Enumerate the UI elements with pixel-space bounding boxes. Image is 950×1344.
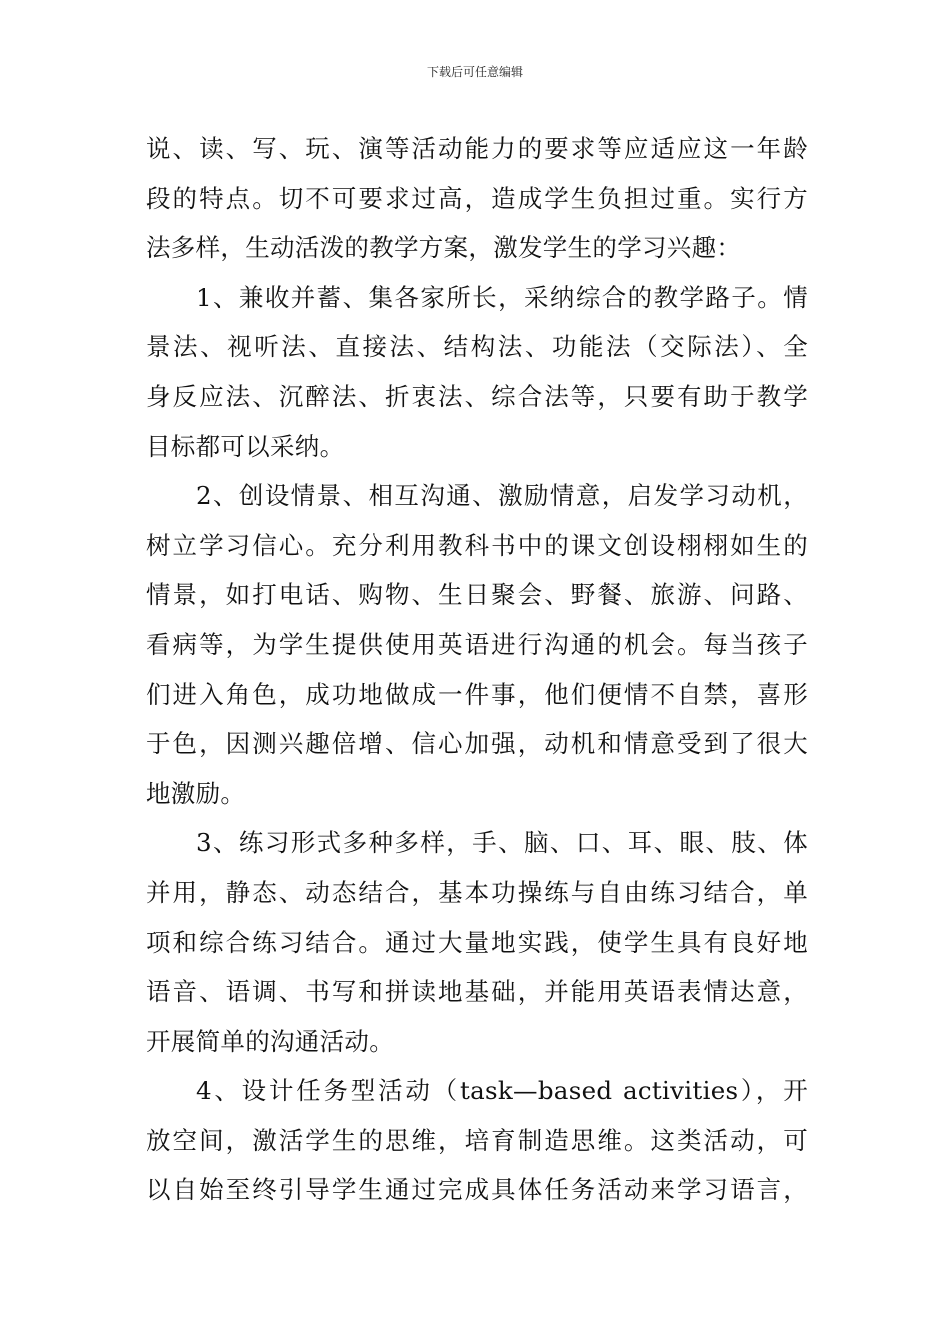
text-line: 法多样，生动活泼的教学方案，激发学生的学习兴趣： (146, 233, 742, 263)
text-line: 开展简单的沟通活动。 (146, 1026, 394, 1056)
text-line: 4、设计任务型活动（task—based activities），开 (196, 1076, 808, 1106)
text-line: 景法、视听法、直接法、结构法、功能法（交际法）、全 (146, 332, 808, 362)
text-line: 树立学习信心。充分利用教科书中的课文创设栩栩如生的 (146, 530, 808, 560)
text-line: 说、读、写、玩、演等活动能力的要求等应适应这一年龄 (146, 134, 808, 163)
text-line: 2、创设情景、相互沟通、激励情意，启发学习动机， (196, 481, 808, 511)
text-line: 语音、语调、书写和拼读地基础，并能用英语表情达意， (146, 977, 808, 1007)
body-text (146, 124, 808, 1215)
text-line: 以自始至终引导学生通过完成具体任务活动来学习语言， (146, 1175, 808, 1205)
text-line: 1、兼收并蓄、集各家所长，采纳综合的教学路子。情 (196, 282, 808, 312)
text-line: 于色，因测兴趣倍增、信心加强，动机和情意受到了很大 (146, 729, 808, 759)
text-line: 情景，如打电话、购物、生日聚会、野餐、旅游、问路、 (146, 580, 808, 610)
text-line: 项和综合练习结合。通过大量地实践，使学生具有良好地 (146, 927, 808, 957)
text-line: 地激励。 (146, 778, 246, 808)
text-line: 们进入角色，成功地做成一件事，他们便情不自禁，喜形 (146, 679, 808, 709)
text-line: 看病等，为学生提供使用英语进行沟通的机会。每当孩子 (146, 629, 808, 659)
page-header: 下载后可任意编辑 (426, 65, 523, 79)
text-line: 3、练习形式多种多样，手、脑、口、耳、眼、肢、体 (196, 828, 808, 858)
text-line: 目标都可以采纳。 (146, 431, 345, 461)
text-line: 并用，静态、动态结合，基本功操练与自由练习结合，单 (146, 877, 808, 907)
text-line: 身反应法、沉醉法、折衷法、综合法等，只要有助于教学 (146, 381, 808, 411)
text-line: 段的特点。切不可要求过高，造成学生负担过重。实行方 (146, 183, 808, 213)
text-line: 放空间，激活学生的思维，培育制造思维。这类活动，可 (146, 1125, 808, 1155)
